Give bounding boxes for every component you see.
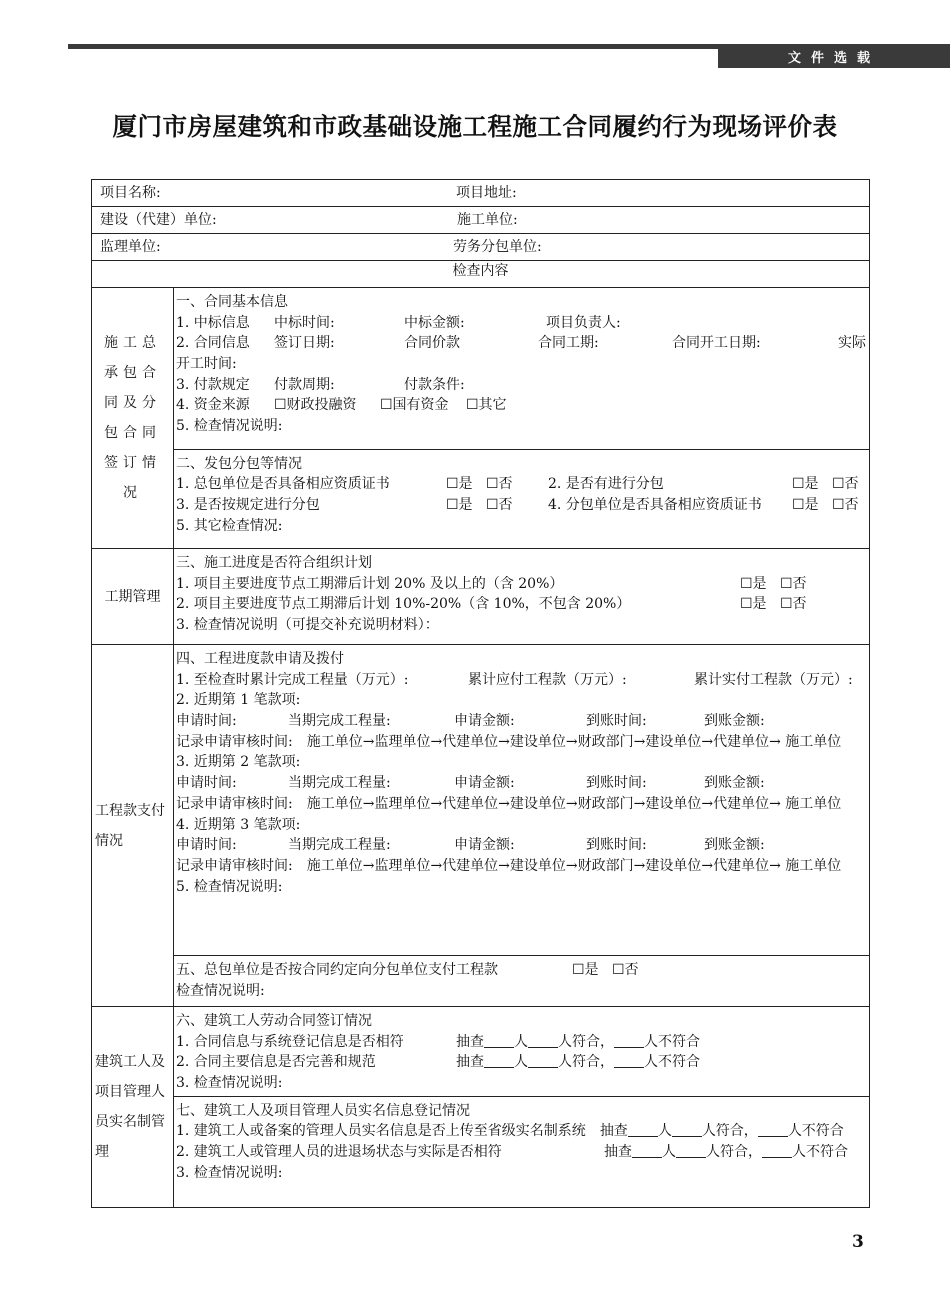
supervisor-label: 监理单位: [100,239,161,255]
s1-l1-b: 中标时间: [274,314,335,331]
s2-q3: 3. 是否按规定进行分包 [176,496,320,513]
page-number: 3 [852,1232,864,1252]
s3-note: 3. 检查情况说明（可提交补充说明材料）： [176,617,439,634]
s1-l1-c: 中标金额: [404,314,465,331]
tally-check-label: 抽查 [599,1123,628,1140]
check-content-row [92,261,870,288]
s1-l2-a: 2. 合同信息 [176,335,250,352]
tally-check-label: 抽查 [604,1144,632,1161]
document-title: 厦门市房屋建筑和市政基础设施工程施工合同履约行为现场评价表 [112,112,838,141]
blank-field[interactable] [528,1052,558,1068]
s4-f-apply-time: 申请时间: [176,837,237,854]
s3-q2-yes[interactable]: ☐是 [740,596,767,613]
tally-person: 人 [657,1123,672,1140]
s7-note: 3. 检查情况说明: [176,1164,283,1181]
tally-nomatch: 人不符合 [792,1144,848,1161]
s2-q2-no[interactable]: ☐否 [832,476,859,493]
realname-section-row-1 [92,1007,870,1097]
s4-item-3: 4. 近期第 3 笔款项: [176,816,301,833]
blank-field[interactable] [528,1032,558,1048]
s4-audit-3: 记录申请审核时间: 施工单位→监理单位→代建单位→建设单位→财政部门→建设单位→代建单位→ 施工单位 [176,857,842,874]
s6-q1-tally [456,1032,700,1053]
s2-q2: 2. 是否有进行分包 [548,476,664,493]
s5-note: 检查情况说明: [176,982,265,999]
blank-field[interactable] [758,1121,788,1137]
s4-f-arrival-time: 到账时间: [586,837,647,854]
blank-field[interactable] [614,1052,644,1068]
project-name-label: 项目名称: [100,185,161,201]
s4-item-2: 3. 近期第 2 笔款项: [176,754,301,771]
s2-q4-yes[interactable]: ☐是 [792,496,819,513]
s4-total-payable: 累计应付工程款（万元）: [468,671,627,688]
realname-section-row-2 [92,1096,870,1207]
contract-section-row-2 [92,449,870,548]
s1-note: 5. 检查情况说明: [176,418,283,435]
s2-q3-yes[interactable]: ☐是 [446,496,473,513]
tally-nomatch: 人不符合 [644,1033,700,1050]
blank-field[interactable] [632,1142,662,1158]
s1-l1-d: 项目负责人: [546,314,621,331]
blank-field[interactable] [484,1032,514,1048]
fund-checkbox-other[interactable]: ☐其它 [466,397,507,414]
s7-q2-tally [604,1142,848,1163]
s6-note: 3. 检查情况说明: [176,1075,283,1092]
payment-section-row-2 [92,956,870,1007]
tally-nomatch: 人不符合 [787,1123,844,1140]
s4-f-arrival-time: 到账时间: [586,775,647,792]
s1-l3-b: 付款周期: [274,376,335,393]
s1-l3-a: 3. 付款规定 [176,376,250,393]
s1-l4-a: 4. 资金来源 [176,397,250,414]
info-row-2 [92,207,870,234]
s4-total-done: 1. 至检查时累计完成工程量（万元）: [176,671,409,688]
s1-l2-continued: 开工时间: [176,356,237,373]
s6-title: 六、建筑工人劳动合同签订情况 [176,1013,372,1029]
s6-q2: 2. 合同主要信息是否完善和规范 [176,1054,376,1071]
s4-f-arrival-amount: 到账金额: [704,837,765,854]
s4-f-progress: 当期完成工程量: [288,713,391,730]
s2-q1: 1. 总包单位是否具备相应资质证书 [176,476,390,493]
s4-f-progress: 当期完成工程量: [288,837,391,854]
tally-match: 人符合， [701,1123,758,1140]
s7-title: 七、建筑工人及项目管理人员实名信息登记情况 [176,1102,470,1119]
category-realname: 建筑工人及项目管理人员实名制管理 [92,1007,174,1208]
s7-q1-line [176,1121,869,1142]
category-schedule: 工期管理 [92,549,174,645]
s2-q1-yes[interactable]: ☐是 [446,476,473,493]
s4-total-paid: 累计实付工程款（万元）: [694,671,853,688]
s7-q2: 2. 建筑工人或管理人员的进退场状态与实际是否相符 [176,1144,502,1161]
section-label: 文件选载 [718,49,950,68]
s2-q4-no[interactable]: ☐否 [832,496,859,513]
tally-person: 人 [514,1054,528,1071]
blank-field[interactable] [676,1142,706,1158]
s2-q3-no[interactable]: ☐否 [486,496,513,513]
s5-no[interactable]: ☐否 [612,962,639,978]
category-payment: 工程款支付情况 [92,645,174,1007]
payment-section-row-1 [92,645,870,956]
s2-q1-no[interactable]: ☐否 [486,476,513,493]
contract-section-row-1 [92,288,870,450]
s4-f-apply-time: 申请时间: [176,713,237,730]
s3-q1: 1. 项目主要进度节点工期滞后计划 20% 及以上的（含 20%） [176,575,564,592]
s6-q2-tally [456,1052,700,1073]
s2-q2-yes[interactable]: ☐是 [792,476,819,493]
s4-f-arrival-amount: 到账金额: [704,775,765,792]
fund-checkbox-fiscal[interactable]: ☐财政投融资 [274,397,357,414]
s5-title: 五、总包单位是否按合同约定向分包单位支付工程款 [176,962,498,978]
s1-l1-a: 1. 中标信息 [176,314,250,331]
tally-check-label: 抽查 [456,1033,484,1050]
s1-l2-f: 实际 [838,335,866,352]
builder-label: 建设（代建）单位: [100,212,217,228]
s1-l2-e: 合同开工日期: [672,335,761,352]
s4-item-1: 2. 近期第 1 笔款项: [176,692,301,709]
tally-person: 人 [662,1144,676,1161]
s4-f-arrival-amount: 到账金额: [704,713,765,730]
tally-match: 人符合， [558,1033,614,1050]
s4-note: 5. 检查情况说明: [176,878,283,895]
s3-q1-no[interactable]: ☐否 [780,575,807,592]
s2-q4: 4. 分包单位是否具备相应资质证书 [548,496,762,513]
s4-f-progress: 当期完成工程量: [288,775,391,792]
s4-title: 四、工程进度款申请及拨付 [176,651,344,667]
schedule-section-row [92,549,870,645]
blank-field[interactable] [484,1052,514,1068]
contractor-label: 施工单位: [457,212,518,228]
s1-l2-b: 签订日期: [274,335,335,352]
s5-yes[interactable]: ☐是 [572,962,599,978]
s2-note: 5. 其它检查情况: [176,517,283,534]
s6-q1: 1. 合同信息与系统登记信息是否相符 [176,1033,404,1050]
tally-person: 人 [514,1033,528,1050]
info-row-3 [92,234,870,261]
tally-match: 人符合， [558,1054,614,1071]
s1-title: 一、合同基本信息 [176,294,288,310]
s1-l3-c: 付款条件: [404,376,465,393]
s3-q1-yes[interactable]: ☐是 [740,575,767,592]
s2-title: 二、发包分包等情况 [176,455,302,472]
evaluation-form-table [91,179,870,1208]
tally-nomatch: 人不符合 [644,1054,700,1071]
labor-sub-label: 劳务分包单位: [453,239,542,255]
s3-q2-no[interactable]: ☐否 [780,596,807,613]
s4-f-arrival-time: 到账时间: [586,713,647,730]
s4-f-amount: 申请金额: [454,775,515,792]
check-content-heading: 检查内容 [92,261,870,288]
category-contract: 施工总承包合同及分包合同签订情况 [92,288,174,549]
blank-field[interactable] [762,1142,792,1158]
s3-title: 三、施工进度是否符合组织计划 [176,555,372,571]
tally-check-label: 抽查 [456,1054,484,1071]
info-row-1 [92,180,870,207]
s4-f-amount: 申请金额: [454,713,515,730]
s4-f-amount: 申请金额: [454,837,515,854]
blank-field[interactable] [672,1121,702,1137]
blank-field[interactable] [614,1032,644,1048]
fund-checkbox-state[interactable]: ☐国有资金 [380,397,449,414]
s4-audit-2: 记录申请审核时间: 施工单位→监理单位→代建单位→建设单位→财政部门→建设单位→代建单位→ 施工单位 [176,795,842,812]
s1-l2-c: 合同价款 [404,335,460,352]
project-address-label: 项目地址: [456,185,517,201]
blank-field[interactable] [628,1121,658,1137]
tally-match: 人符合， [706,1144,762,1161]
s4-f-apply-time: 申请时间: [176,775,237,792]
s7-q1: 1. 建筑工人或备案的管理人员实名信息是否上传至省级实名制系统 [176,1123,586,1140]
s1-l2-d: 合同工期: [538,335,599,352]
s3-q2: 2. 项目主要进度节点工期滞后计划 10%-20%（含 10%，不包含 20%） [176,596,631,613]
s4-audit-1: 记录申请审核时间: 施工单位→监理单位→代建单位→建设单位→财政部门→建设单位→代建单位→ 施工单位 [176,733,842,750]
